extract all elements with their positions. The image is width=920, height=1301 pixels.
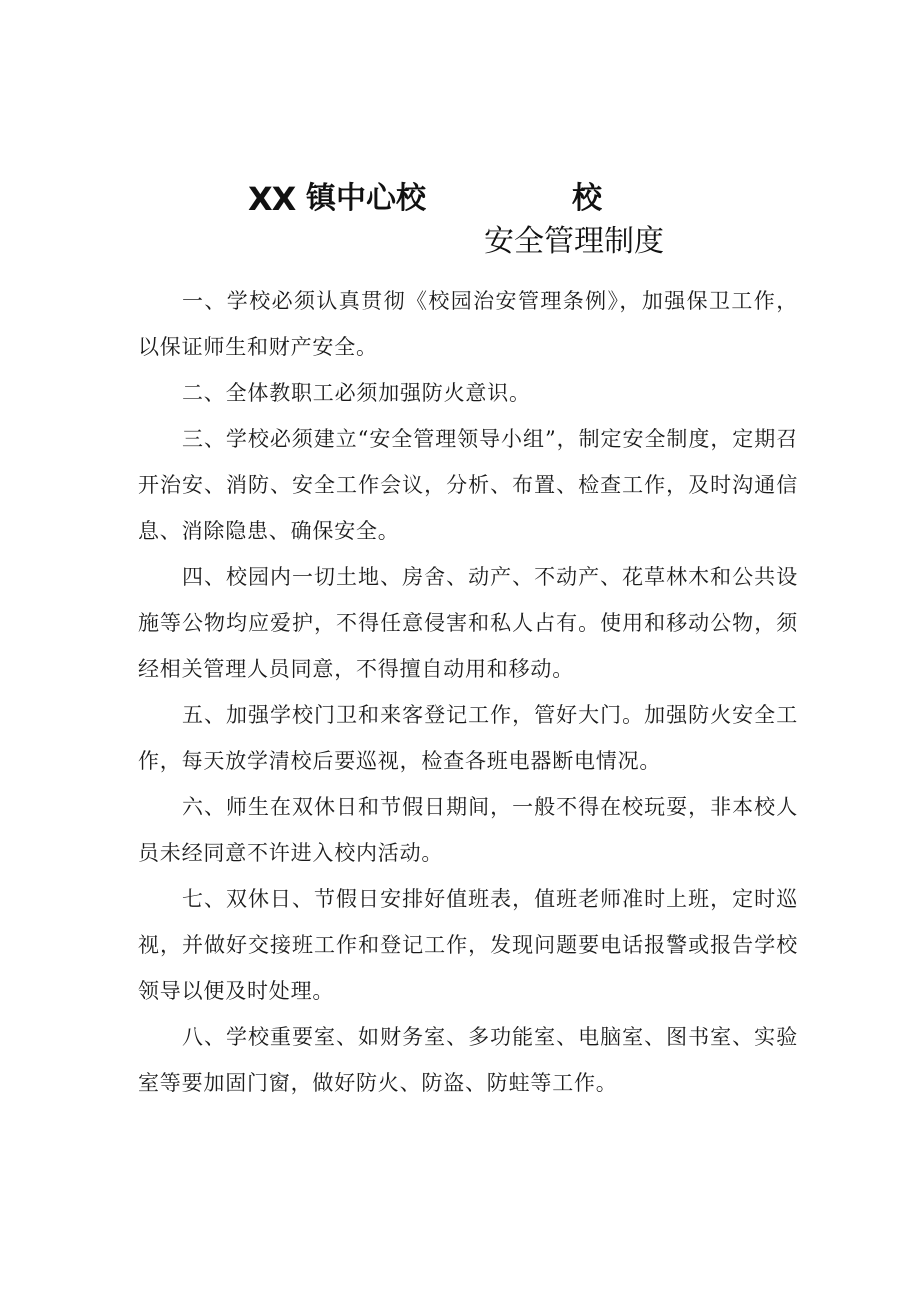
paragraph-5: 五、加强学校门卫和来客登记工作，管好大门。加强防火安全工作，每天放学清校后要巡视，检查各班电器断电情况。 [138,703,798,773]
title-school-name: 镇中心校 [306,181,426,216]
paragraph-6: 六、师生在双休日和节假日期间，一般不得在校玩耍，非本校人员未经同意不许进入校内活动。 [138,795,798,865]
paragraph-3: 三、学校必须建立“安全管理领导小组”，制定安全制度，定期召开治安、消防、安全工作会议，分析、布置、检查工作，及时沟通信息、消除隐患、确保安全。 [138,427,798,543]
paragraph-4: 四、校园内一切土地、房舍、动产、不动产、花草林木和公共设施等公物均应爱护，不得任意侵害和私人占有。使用和移动公物，须经相关管理人员同意，不得擅自动用和移动。 [138,565,798,681]
title-prefix: XX [248,180,296,218]
document-title [0,176,920,222]
paragraph-2: 二、全体教职工必须加强防火意识。 [182,381,531,405]
document-subtitle: 安全管理制度 [484,224,664,259]
paragraph-1: 一、学校必须认真贯彻《校园治安管理条例》，加强保卫工作，以保证师生和财产安全。 [138,289,798,359]
document-body [138,278,798,1106]
title-school-suffix: 校 [572,181,602,216]
paragraph-7: 七、双休日、节假日安排好值班表，值班老师准时上班，定时巡视，并做好交接班工作和登记工作，发现问题要电话报警或报告学校领导以便及时处理。 [138,887,798,1003]
paragraph-8: 八、学校重要室、如财务室、多功能室、电脑室、图书室、实验室等要加固门窗，做好防火、防盗、防蛀等工作。 [138,1025,798,1095]
